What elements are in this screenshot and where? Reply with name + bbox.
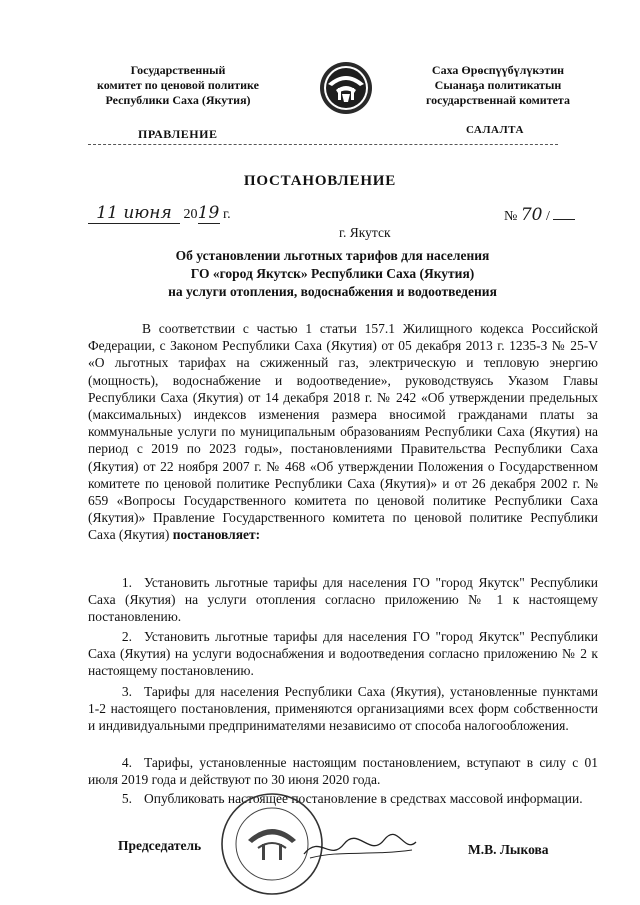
item-text: Тарифы, установленные настоящим постановлением, вступают в силу с 01 июля 2019 года и действуют по 30 июня 2020 года.: [88, 755, 598, 788]
org-name-line: Государственный: [130, 63, 226, 77]
item-text: Установить льготные тарифы для населения ГО "город Якутск" Республики Саха (Якутия) на услуги водоснабжения и водоотведения согласно приложению № 2 к настоящему постановлению.: [88, 629, 598, 679]
item-text: Установить льготные тарифы для населения ГО "город Якутск" Республики Саха (Якутия) на услуги отопления согласно приложению № 1 к настоящему постановлению.: [88, 575, 598, 625]
subject-line: на услуги отопления, водоснабжения и водоотведения: [168, 284, 497, 299]
document-city: г. Якутск: [339, 225, 391, 240]
date-year-handwritten: 19: [197, 203, 220, 223]
document-title: ПОСТАНОВЛЕНИЕ: [243, 173, 397, 189]
number-suffix: /: [546, 209, 550, 224]
org-name-line: Республики Саха (Якутия): [105, 93, 251, 107]
date-year-prefix: 20: [183, 207, 198, 222]
document-subject: [60, 247, 605, 301]
board-label-russian: ПРАВЛЕНИЕ: [138, 127, 218, 141]
item-number: 5.: [121, 791, 132, 806]
org-name-russian: [78, 63, 278, 108]
preamble-text: В соответствии с частью 1 статьи 157.1 Жилищного кодекса Российской Федерации, с Законом Республики Саха (Якутия) от 05 декабря 2013 г. 1235-З № 25-V «О льготных тарифах на сжиженный газ, электрическую и тепловую энергию (мощность), водоснабжение и водоотведение», руководствуясь Указом Главы Республики Саха (Якутия) от 14 декабря 2018 г. № 242 «Об утверждении предельных (максимальных) индексов изменения размера вносимой гражданами платы за коммунальные услуги по муниципальным образованиям Республики Саха (Якутия) на период с 2019 по 2023 годы», постановлениями Правительства Республики Саха (Якутия) от 22 ноября 2007 г. № 468 «Об утверждении Положения о Государственном комитете по ценовой политике Республики Саха (Якутия)» и от 26 декабря 2002 г. № 659 «Вопросы Государственного комитета по ценовой политике Республики Саха (Якутия)» Правление Государственного комитета по ценовой политике Республики Саха (Якутия): [88, 321, 598, 543]
list-item: [88, 683, 598, 735]
preamble-paragraph: [88, 320, 598, 544]
handwritten-signature: [300, 828, 420, 868]
list-item: [88, 628, 598, 680]
document-date: [88, 203, 231, 224]
org-name-line: Саха Өрөспүүбүлүкэтин: [431, 63, 565, 77]
number-blank: [553, 219, 575, 220]
item-number: 1.: [121, 575, 132, 590]
date-suffix: г.: [223, 207, 231, 222]
coat-of-arms-emblem: [318, 60, 374, 116]
item-number: 4.: [121, 755, 132, 770]
item-number: 3.: [121, 684, 132, 699]
subject-line: Об установлении льготных тарифов для населения: [175, 248, 490, 263]
preamble-decision: постановляет:: [172, 527, 261, 543]
list-item: [88, 790, 598, 807]
signatory-name: М.В. Лыкова: [468, 842, 549, 857]
number-label: №: [504, 209, 518, 224]
org-name-line: комитет по ценовой политике: [97, 78, 259, 92]
org-name-line: государственнай комитета: [426, 93, 570, 107]
org-name-yakut: [398, 63, 598, 108]
number-handwritten: 70: [520, 205, 543, 225]
item-text: Тарифы для населения Республики Саха (Якутия), установленные пунктами 1-2 настоящего постановления, применяются организациями всех форм собственности и индивидуальными предпринимателями независимо от способа налогообложения.: [88, 684, 598, 734]
org-name-line: Сыанаҕа политикатын: [434, 78, 562, 92]
item-number: 2.: [121, 629, 132, 644]
list-item: [88, 754, 598, 788]
subject-line: ГО «город Якутск» Республики Саха (Якутия): [190, 266, 475, 281]
item-text: Опубликовать настоящее постановление в средствах массовой информации.: [144, 791, 583, 806]
board-label-yakut: САЛАЛТА: [466, 124, 524, 136]
document-number: [504, 205, 575, 225]
header-divider: [88, 144, 558, 145]
signatory-title: Председатель: [118, 838, 202, 853]
date-handwritten: 11 июня: [88, 203, 180, 224]
list-item: [88, 574, 598, 626]
